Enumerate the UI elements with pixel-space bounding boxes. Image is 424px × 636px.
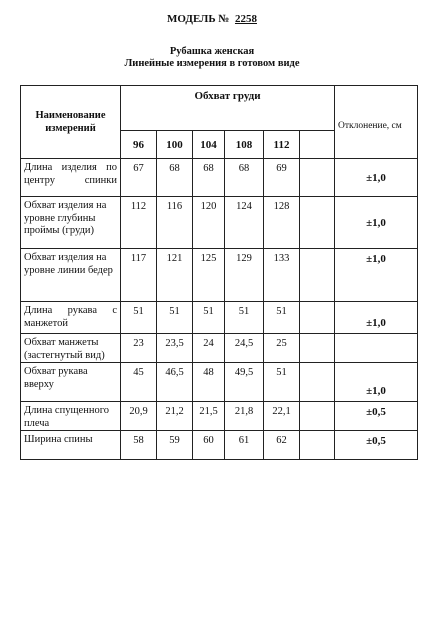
row-value: 48 [193, 363, 225, 402]
row-deviation: ±0,5 [335, 402, 418, 431]
row-empty-cell [300, 363, 335, 402]
row-deviation: ±1,0 [335, 249, 418, 302]
row-value: 112 [121, 197, 157, 249]
product-name: Рубашка женская [169, 46, 255, 57]
size-header: 112 [264, 131, 300, 159]
row-name: Ширина спины [21, 431, 121, 460]
size-header: 96 [121, 131, 157, 159]
row-deviation [335, 334, 418, 363]
row-value: 69 [264, 159, 300, 197]
row-value: 45 [121, 363, 157, 402]
row-value: 22,1 [264, 402, 300, 431]
table-row [21, 159, 418, 197]
row-value: 23 [121, 334, 157, 363]
row-value: 116 [157, 197, 193, 249]
row-value: 23,5 [157, 334, 193, 363]
row-deviation: ±1,0 [335, 197, 418, 249]
row-value: 51 [121, 302, 157, 334]
row-empty-cell [300, 334, 335, 363]
row-value: 51 [264, 302, 300, 334]
row-value: 62 [264, 431, 300, 460]
row-value: 21,8 [225, 402, 264, 431]
model-prefix: МОДЕЛЬ № [167, 13, 230, 25]
model-number: 2258 [234, 13, 257, 25]
row-deviation: ±0,5 [335, 431, 418, 460]
table-row [21, 363, 418, 402]
row-value: 68 [157, 159, 193, 197]
row-value: 128 [264, 197, 300, 249]
row-value: 60 [193, 431, 225, 460]
row-value: 125 [193, 249, 225, 302]
row-value: 51 [264, 363, 300, 402]
row-value: 120 [193, 197, 225, 249]
row-value: 124 [225, 197, 264, 249]
row-value: 133 [264, 249, 300, 302]
row-empty-cell [300, 197, 335, 249]
row-value: 20,9 [121, 402, 157, 431]
row-name: Обхват рукава вверху [21, 363, 121, 402]
row-empty-cell [300, 402, 335, 431]
table-row [21, 334, 418, 363]
row-value: 68 [225, 159, 264, 197]
row-deviation: ±1,0 [335, 302, 418, 334]
row-name: Обхват изделия на уровне линии бедер [21, 249, 121, 302]
row-value: 24,5 [225, 334, 264, 363]
row-value: 46,5 [157, 363, 193, 402]
table-subtitle: Линейные измерения в готовом виде [124, 58, 300, 69]
row-value: 59 [157, 431, 193, 460]
row-value: 21,5 [193, 402, 225, 431]
size-header: 108 [225, 131, 264, 159]
row-name: Длина изделия по центру спинки [21, 159, 121, 197]
row-value: 24 [193, 334, 225, 363]
row-deviation: ±1,0 [335, 159, 418, 197]
table-row [21, 249, 418, 302]
table-row [21, 302, 418, 334]
measurements-table [20, 85, 418, 460]
table-row [21, 402, 418, 431]
row-value: 58 [121, 431, 157, 460]
row-deviation: ±1,0 [335, 363, 418, 402]
row-value: 68 [193, 159, 225, 197]
row-empty-cell [300, 302, 335, 334]
row-value: 61 [225, 431, 264, 460]
row-value: 25 [264, 334, 300, 363]
row-value: 67 [121, 159, 157, 197]
model-title [0, 13, 424, 25]
row-value: 129 [225, 249, 264, 302]
row-name: Длина рукава с манжетой [21, 302, 121, 334]
size-header: 100 [157, 131, 193, 159]
header-chest-girth: Обхват груди [121, 86, 335, 131]
row-value: 51 [157, 302, 193, 334]
row-value: 121 [157, 249, 193, 302]
size-header: 104 [193, 131, 225, 159]
table-row [21, 197, 418, 249]
row-value: 117 [121, 249, 157, 302]
header-measurement-name: Наименование измерений [21, 86, 121, 159]
row-empty-cell [300, 249, 335, 302]
table-row [21, 431, 418, 460]
row-name: Длина спущенного плеча [21, 402, 121, 431]
row-name: Обхват манжеты (застегнутый вид) [21, 334, 121, 363]
row-value: 49,5 [225, 363, 264, 402]
row-value: 51 [193, 302, 225, 334]
row-value: 51 [225, 302, 264, 334]
row-empty-cell [300, 431, 335, 460]
row-empty-cell [300, 159, 335, 197]
row-value: 21,2 [157, 402, 193, 431]
header-deviation: Отклонение, см [335, 86, 418, 159]
row-name: Обхват изделия на уровне глубины проймы (груди) [21, 197, 121, 249]
size-header-empty [300, 131, 335, 159]
